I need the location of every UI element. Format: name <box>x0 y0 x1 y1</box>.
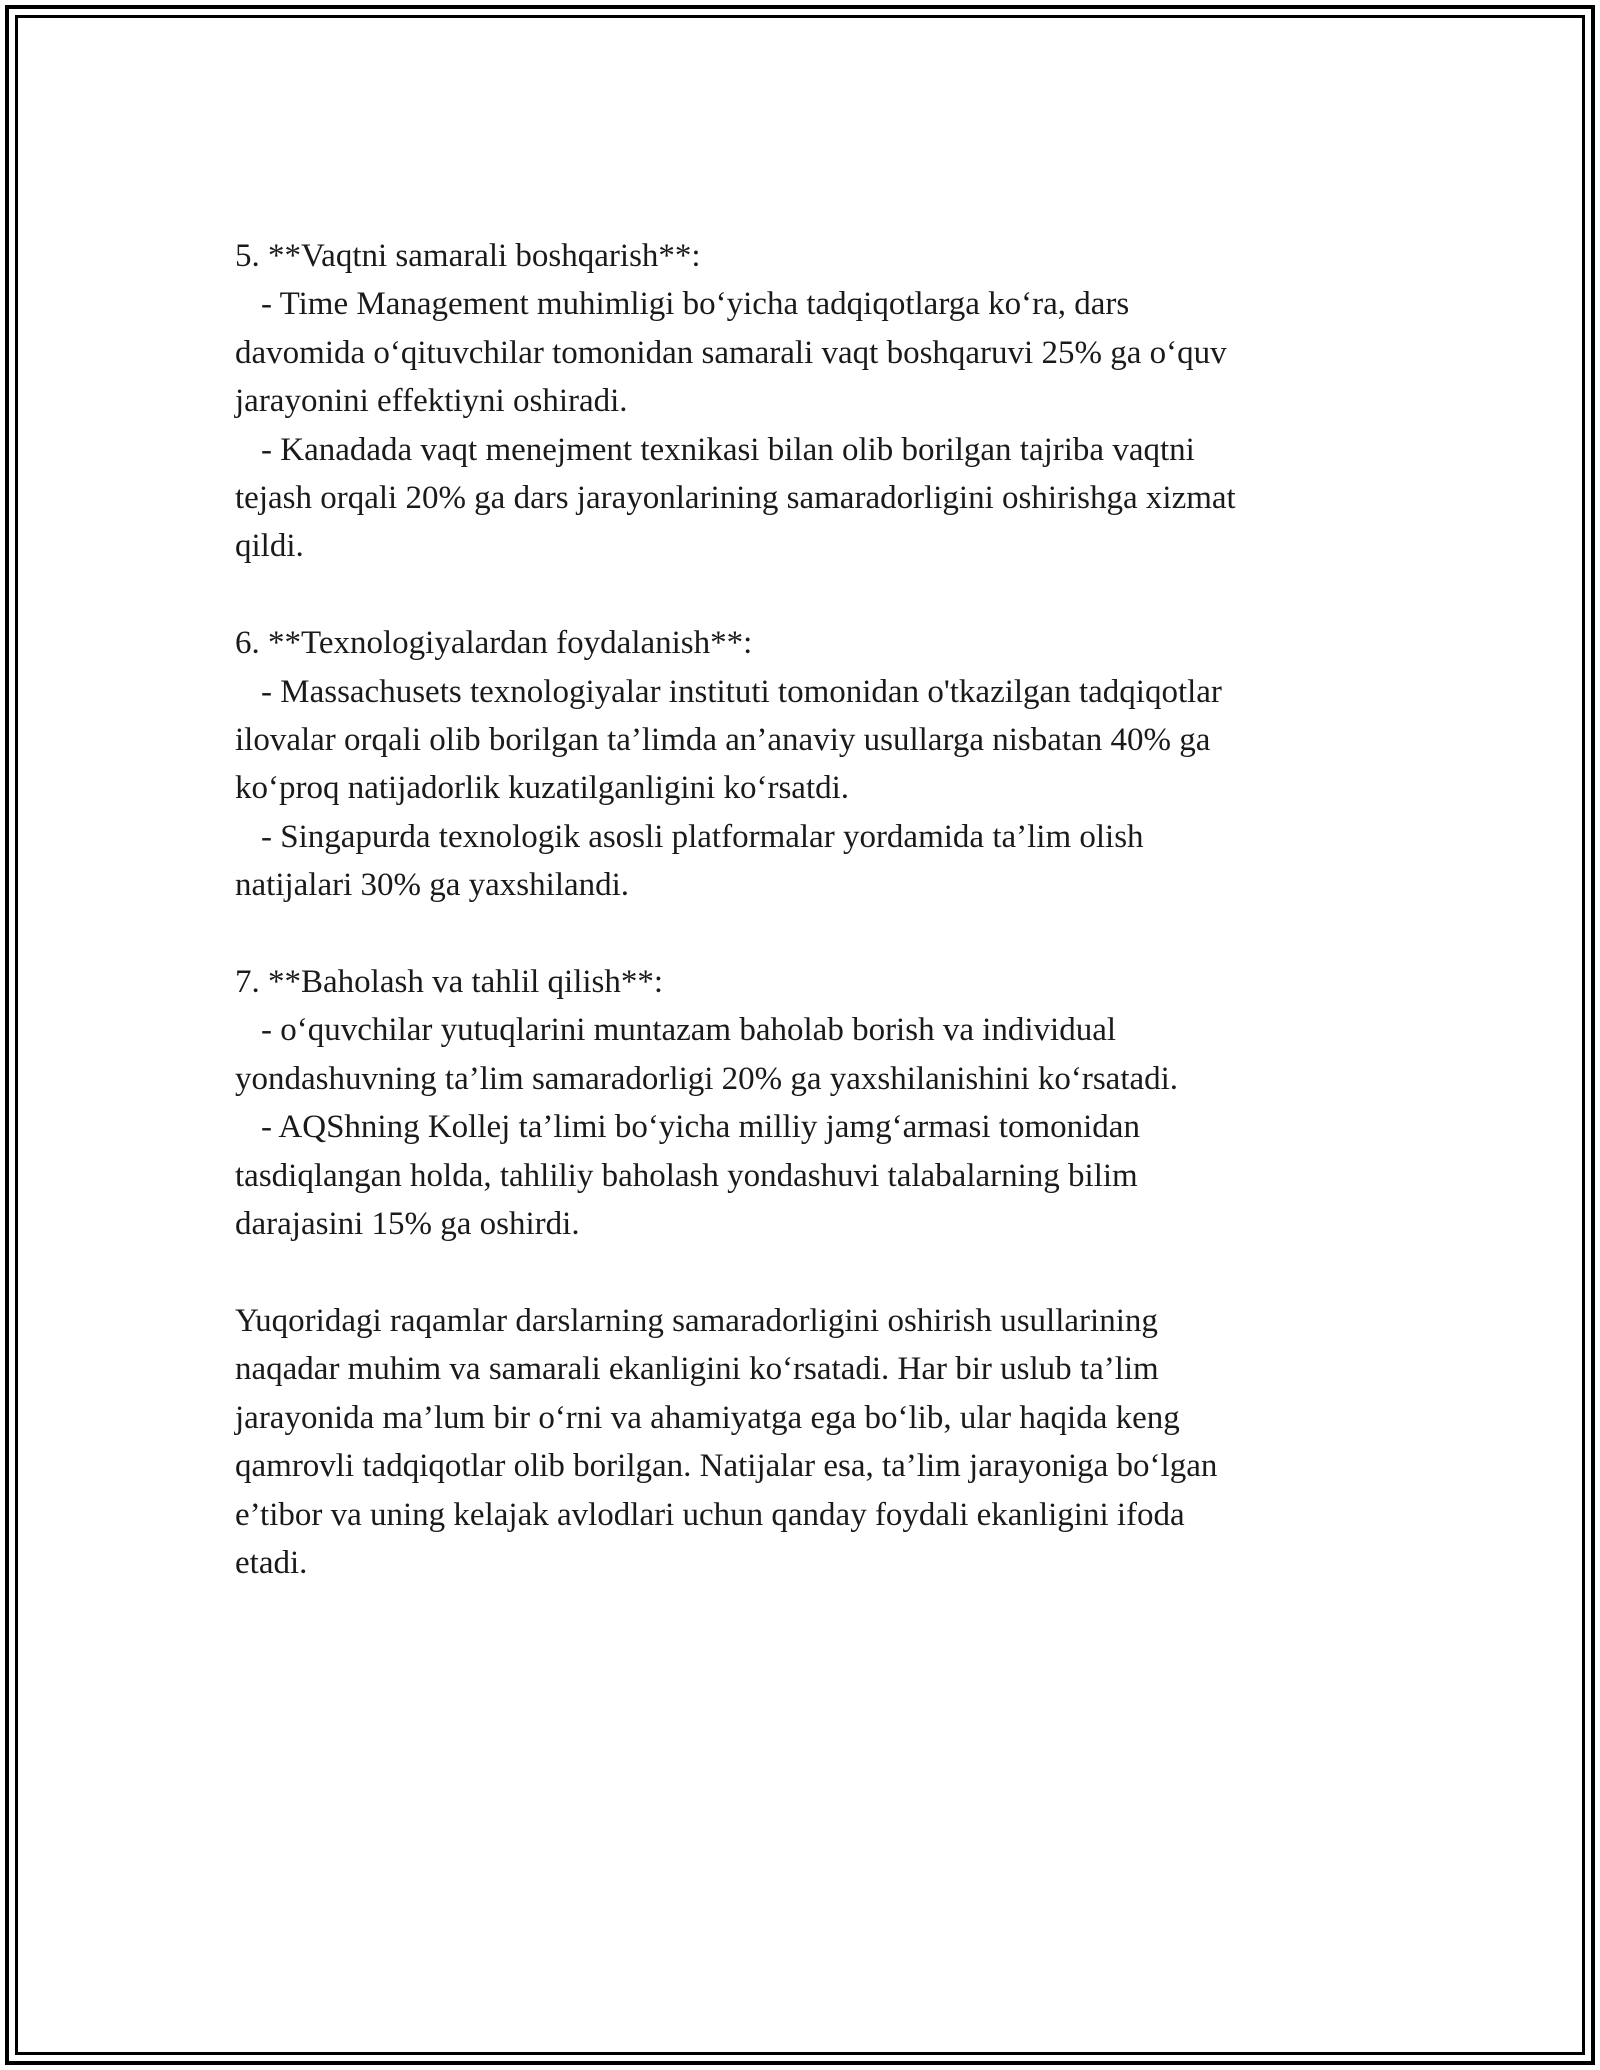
paragraph-line: jarayonida ma’lum bir o‘rni va ahamiyatga ega bo‘lib, ular haqida keng <box>235 1399 1180 1436</box>
paragraph-line: Yuqoridagi raqamlar darslarning samaradorligini oshirish usullarining <box>235 1302 1158 1339</box>
bullet-line: - AQShning Kollej ta’limi bo‘yicha milliy jamg‘armasi tomonidan <box>261 1109 1140 1146</box>
bullet-line: tejash orqali 20% ga dars jarayonlarining samaradorligini oshirishga xizmat <box>235 480 1236 517</box>
section-7 <box>235 958 1365 1248</box>
section-heading: 7. **Baholash va tahlil qilish**: <box>235 964 664 1001</box>
bullet-line: yondashuvning ta’lim samaradorligi 20% ga yaxshilanishini ko‘rsatadi. <box>235 1060 1179 1097</box>
section-heading: 5. **Vaqtni samarali boshqarish**: <box>235 238 701 274</box>
bullet-line: - Time Management muhimligi bo‘yicha tadqiqotlarga ko‘ra, dars <box>261 286 1130 323</box>
section-5 <box>235 232 1365 571</box>
document-body <box>235 232 1365 1587</box>
paragraph-line: naqadar muhim va samarali ekanligini ko‘rsatadi. Har bir uslub ta’lim <box>235 1351 1159 1388</box>
bullet-line: qildi. <box>235 528 304 565</box>
paragraph-line: etadi. <box>235 1544 308 1581</box>
bullet-line: ko‘proq natijadorlik kuzatilganligini ko‘rsatdi. <box>235 770 850 807</box>
bullet-line: tasdiqlangan holda, tahliliy baholash yondashuvi talabalarning bilim <box>235 1157 1138 1194</box>
paragraph-line: e’tibor va uning kelajak avlodlari uchun qanday foydali ekanligini ifoda <box>235 1496 1185 1533</box>
bullet-line: ilovalar orqali olib borilgan ta’limda an’anaviy usullarga nisbatan 40% ga <box>235 722 1211 759</box>
bullet-line: natijalari 30% ga yaxshilandi. <box>235 867 630 904</box>
bullet-line: - Massachusets texnologiyalar instituti tomonidan o'tkazilgan tadqiqotlar <box>261 673 1222 710</box>
bullet-line: darajasini 15% ga oshirdi. <box>235 1206 580 1243</box>
bullet-line: - Kanadada vaqt menejment texnikasi bilan olib borilgan tajriba vaqtni <box>261 431 1195 468</box>
section-heading: 6. **Texnologiyalardan foydalanish**: <box>235 625 753 662</box>
bullet-line: - o‘quvchilar yutuqlarini muntazam baholab borish va individual <box>261 1012 1117 1049</box>
bullet-line: - Singapurda texnologik asosli platformalar yordamida ta’lim olish <box>261 818 1144 855</box>
section-6 <box>235 619 1365 909</box>
conclusion-paragraph <box>235 1297 1365 1587</box>
bullet-line: davomida o‘qituvchilar tomonidan samarali vaqt boshqaruvi 25% ga o‘quv <box>235 334 1227 371</box>
bullet-line: jarayonini effektiyni oshiradi. <box>235 383 628 420</box>
paragraph-line: qamrovli tadqiqotlar olib borilgan. Natijalar esa, ta’lim jarayoniga bo‘lgan <box>235 1448 1218 1485</box>
